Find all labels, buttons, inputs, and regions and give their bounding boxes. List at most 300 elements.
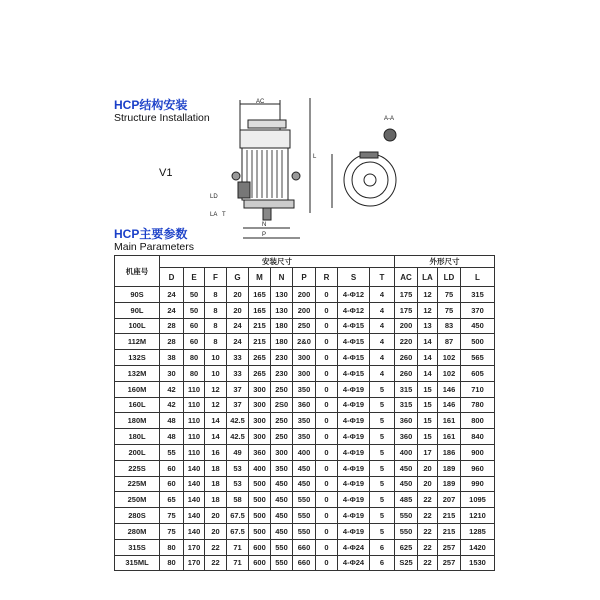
value-cell: 22 [205, 539, 227, 555]
column-header: P [293, 268, 316, 287]
model-cell: 180L [115, 429, 160, 445]
value-cell: 4-Φ19 [338, 444, 370, 460]
value-cell: 5 [370, 476, 395, 492]
value-cell: 300 [293, 365, 316, 381]
value-cell: 20 [227, 302, 249, 318]
value-cell: 300 [249, 381, 271, 397]
value-cell: 260 [395, 350, 418, 366]
value-cell: 20 [227, 287, 249, 303]
value-cell: 50 [184, 287, 205, 303]
value-cell: 500 [249, 523, 271, 539]
value-cell: 0 [316, 413, 338, 429]
value-cell: 8 [205, 287, 227, 303]
value-cell: 140 [184, 492, 205, 508]
value-cell: 22 [418, 492, 438, 508]
value-cell: 53 [227, 460, 249, 476]
value-cell: 5 [370, 508, 395, 524]
value-cell: 300 [249, 429, 271, 445]
value-cell: 450 [293, 476, 316, 492]
value-cell: 200 [293, 287, 316, 303]
value-cell: 50 [184, 302, 205, 318]
value-cell: 48 [160, 429, 184, 445]
value-cell: 207 [438, 492, 461, 508]
value-cell: 450 [395, 476, 418, 492]
value-cell: 6 [370, 539, 395, 555]
model-cell: 225M [115, 476, 160, 492]
value-cell: 71 [227, 555, 249, 571]
value-cell: 140 [184, 523, 205, 539]
value-cell: 4-Φ19 [338, 413, 370, 429]
value-cell: 189 [438, 476, 461, 492]
value-cell: 4-Φ19 [338, 492, 370, 508]
value-cell: 49 [227, 444, 249, 460]
table-row [115, 539, 495, 555]
value-cell: 10 [205, 350, 227, 366]
model-cell: 225S [115, 460, 160, 476]
value-cell: 20 [205, 508, 227, 524]
value-cell: 4-Φ12 [338, 302, 370, 318]
value-cell: 110 [184, 397, 205, 413]
value-cell: 400 [395, 444, 418, 460]
value-cell: 1210 [461, 508, 495, 524]
column-header: D [160, 268, 184, 287]
structure-title: HCP结构安装 [114, 98, 188, 112]
value-cell: 140 [184, 476, 205, 492]
model-cell: 160L [115, 397, 160, 413]
value-cell: 140 [184, 460, 205, 476]
value-cell: 605 [461, 365, 495, 381]
value-cell: 360 [395, 413, 418, 429]
table-row [115, 508, 495, 524]
table-row [115, 555, 495, 571]
value-cell: 4 [370, 287, 395, 303]
model-cell: 315ML [115, 555, 160, 571]
value-cell: 215 [249, 334, 271, 350]
value-cell: 0 [316, 476, 338, 492]
value-cell: 550 [395, 508, 418, 524]
outline-header: 外形尺寸 [395, 256, 495, 268]
value-cell: 4-Φ15 [338, 318, 370, 334]
value-cell: 24 [160, 302, 184, 318]
model-cell: 180M [115, 413, 160, 429]
value-cell: 15 [418, 381, 438, 397]
value-cell: 165 [249, 287, 271, 303]
value-cell: 230 [271, 350, 293, 366]
value-cell: 300 [249, 413, 271, 429]
label-p: P [262, 232, 267, 238]
label-n: N [262, 222, 267, 228]
model-cell: 90S [115, 287, 160, 303]
label-la: LA [210, 212, 218, 218]
value-cell: 0 [316, 523, 338, 539]
value-cell: 250 [271, 413, 293, 429]
value-cell: 2&0 [293, 334, 316, 350]
value-cell: 800 [461, 413, 495, 429]
value-cell: 80 [160, 555, 184, 571]
structure-subtitle: Structure Installation [114, 112, 210, 124]
value-cell: 4 [370, 350, 395, 366]
value-cell: 550 [293, 508, 316, 524]
value-cell: 550 [271, 555, 293, 571]
value-cell: 4-Φ15 [338, 334, 370, 350]
value-cell: 0 [316, 365, 338, 381]
value-cell: 60 [160, 476, 184, 492]
value-cell: 80 [184, 365, 205, 381]
column-header: R [316, 268, 338, 287]
value-cell: 42.5 [227, 429, 249, 445]
value-cell: 550 [293, 523, 316, 539]
value-cell: 53 [227, 476, 249, 492]
label-t: T [222, 212, 226, 218]
value-cell: 265 [249, 365, 271, 381]
value-cell: 110 [184, 429, 205, 445]
value-cell: S25 [395, 555, 418, 571]
value-cell: 300 [249, 397, 271, 413]
value-cell: 0 [316, 287, 338, 303]
value-cell: 37 [227, 381, 249, 397]
value-cell: 14 [418, 365, 438, 381]
value-cell: 0 [316, 555, 338, 571]
value-cell: 102 [438, 350, 461, 366]
value-cell: 22 [418, 523, 438, 539]
model-cell: 250M [115, 492, 160, 508]
value-cell: 165 [249, 302, 271, 318]
value-cell: 500 [249, 492, 271, 508]
value-cell: 4-Φ12 [338, 287, 370, 303]
value-cell: 250 [293, 318, 316, 334]
value-cell: 350 [293, 381, 316, 397]
value-cell: 0 [316, 444, 338, 460]
label-l: L [313, 154, 317, 160]
value-cell: 4-Φ19 [338, 381, 370, 397]
value-cell: 220 [395, 334, 418, 350]
value-cell: 67.5 [227, 508, 249, 524]
value-cell: 400 [249, 460, 271, 476]
column-header: F [205, 268, 227, 287]
value-cell: 22 [418, 539, 438, 555]
value-cell: 4-Φ24 [338, 555, 370, 571]
column-header: E [184, 268, 205, 287]
params-title: HCP主要参数 [114, 227, 188, 241]
params-subtitle: Main Parameters [114, 241, 194, 253]
value-cell: 10 [205, 365, 227, 381]
value-cell: 38 [160, 350, 184, 366]
table-row [115, 523, 495, 539]
parameters-table [114, 255, 495, 571]
value-cell: 0 [316, 334, 338, 350]
column-header: L [461, 268, 495, 287]
value-cell: 780 [461, 397, 495, 413]
value-cell: 350 [293, 429, 316, 445]
value-cell: 370 [461, 302, 495, 318]
value-cell: 65 [160, 492, 184, 508]
value-cell: 12 [418, 287, 438, 303]
value-cell: 450 [271, 492, 293, 508]
value-cell: 550 [271, 539, 293, 555]
value-cell: 42 [160, 381, 184, 397]
value-cell: 33 [227, 350, 249, 366]
install-header: 安装尺寸 [160, 256, 395, 268]
view-label: V1 [159, 167, 173, 179]
value-cell: 360 [395, 429, 418, 445]
value-cell: 230 [271, 365, 293, 381]
model-cell: 132M [115, 365, 160, 381]
column-header: N [271, 268, 293, 287]
value-cell: 161 [438, 429, 461, 445]
value-cell: 4-Φ19 [338, 523, 370, 539]
value-cell: 5 [370, 460, 395, 476]
value-cell: 15 [418, 413, 438, 429]
value-cell: 22 [205, 555, 227, 571]
column-header: AC [395, 268, 418, 287]
value-cell: 500 [249, 508, 271, 524]
value-cell: 6 [370, 555, 395, 571]
value-cell: 75 [438, 287, 461, 303]
value-cell: 4 [370, 302, 395, 318]
value-cell: 186 [438, 444, 461, 460]
value-cell: 37 [227, 397, 249, 413]
value-cell: 130 [271, 287, 293, 303]
model-cell: 160M [115, 381, 160, 397]
value-cell: 450 [395, 460, 418, 476]
value-cell: 1530 [461, 555, 495, 571]
value-cell: 170 [184, 555, 205, 571]
value-cell: 60 [184, 334, 205, 350]
value-cell: 12 [205, 397, 227, 413]
value-cell: 600 [249, 539, 271, 555]
table-row [115, 476, 495, 492]
value-cell: 0 [316, 539, 338, 555]
motor-drawing [200, 98, 420, 248]
value-cell: 360 [293, 397, 316, 413]
value-cell: 315 [461, 287, 495, 303]
value-cell: 18 [205, 492, 227, 508]
value-cell: 215 [438, 508, 461, 524]
value-cell: 300 [293, 350, 316, 366]
value-cell: 48 [160, 413, 184, 429]
value-cell: 1420 [461, 539, 495, 555]
value-cell: 660 [293, 555, 316, 571]
value-cell: 0 [316, 381, 338, 397]
value-cell: 16 [205, 444, 227, 460]
value-cell: 14 [205, 429, 227, 445]
value-cell: 265 [249, 350, 271, 366]
value-cell: 257 [438, 539, 461, 555]
value-cell: 0 [316, 350, 338, 366]
value-cell: 189 [438, 460, 461, 476]
value-cell: 17 [418, 444, 438, 460]
value-cell: 257 [438, 555, 461, 571]
value-cell: 450 [461, 318, 495, 334]
table-row [115, 413, 495, 429]
column-header: T [370, 268, 395, 287]
value-cell: 350 [293, 413, 316, 429]
value-cell: 5 [370, 381, 395, 397]
value-cell: 146 [438, 381, 461, 397]
value-cell: 87 [438, 334, 461, 350]
value-cell: 75 [160, 508, 184, 524]
table-row [115, 397, 495, 413]
value-cell: 2S0 [271, 397, 293, 413]
value-cell: 200 [293, 302, 316, 318]
model-cell: 90L [115, 302, 160, 318]
value-cell: 8 [205, 318, 227, 334]
value-cell: 1095 [461, 492, 495, 508]
value-cell: 0 [316, 429, 338, 445]
value-cell: 660 [293, 539, 316, 555]
table-row [115, 334, 495, 350]
value-cell: 0 [316, 492, 338, 508]
value-cell: 990 [461, 476, 495, 492]
value-cell: 960 [461, 460, 495, 476]
value-cell: 14 [418, 350, 438, 366]
label-ac: AC [256, 99, 265, 105]
value-cell: 500 [461, 334, 495, 350]
value-cell: 0 [316, 508, 338, 524]
column-header: LD [438, 268, 461, 287]
column-header: G [227, 268, 249, 287]
value-cell: 350 [271, 460, 293, 476]
value-cell: 14 [418, 334, 438, 350]
model-header: 机座号 [115, 256, 160, 287]
value-cell: 4-Φ19 [338, 429, 370, 445]
value-cell: 4-Φ24 [338, 539, 370, 555]
model-cell: 132S [115, 350, 160, 366]
value-cell: 175 [395, 302, 418, 318]
value-cell: 4 [370, 318, 395, 334]
value-cell: 4-Φ19 [338, 397, 370, 413]
value-cell: 4-Φ19 [338, 508, 370, 524]
value-cell: 60 [184, 318, 205, 334]
value-cell: 42.5 [227, 413, 249, 429]
value-cell: 450 [271, 476, 293, 492]
value-cell: 24 [227, 318, 249, 334]
value-cell: 840 [461, 429, 495, 445]
value-cell: 315 [395, 381, 418, 397]
label-section: A-A [384, 116, 395, 122]
value-cell: 175 [395, 287, 418, 303]
value-cell: 450 [271, 508, 293, 524]
value-cell: 58 [227, 492, 249, 508]
value-cell: 15 [418, 429, 438, 445]
value-cell: 71 [227, 539, 249, 555]
model-cell: 315S [115, 539, 160, 555]
value-cell: 5 [370, 523, 395, 539]
column-header: LA [418, 268, 438, 287]
value-cell: 300 [271, 444, 293, 460]
value-cell: 20 [418, 460, 438, 476]
value-cell: 161 [438, 413, 461, 429]
value-cell: 80 [160, 539, 184, 555]
value-cell: 250 [271, 381, 293, 397]
model-cell: 112M [115, 334, 160, 350]
value-cell: 42 [160, 397, 184, 413]
table-row [115, 460, 495, 476]
table-row [115, 429, 495, 445]
value-cell: 1285 [461, 523, 495, 539]
table-row [115, 365, 495, 381]
value-cell: 485 [395, 492, 418, 508]
value-cell: 24 [160, 287, 184, 303]
value-cell: 130 [271, 302, 293, 318]
value-cell: 0 [316, 460, 338, 476]
value-cell: 20 [205, 523, 227, 539]
value-cell: 110 [184, 444, 205, 460]
value-cell: 110 [184, 413, 205, 429]
value-cell: 0 [316, 318, 338, 334]
value-cell: 18 [205, 476, 227, 492]
value-cell: 215 [438, 523, 461, 539]
model-cell: 280M [115, 523, 160, 539]
value-cell: 400 [293, 444, 316, 460]
value-cell: 30 [160, 365, 184, 381]
value-cell: 550 [293, 492, 316, 508]
value-cell: 22 [418, 508, 438, 524]
value-cell: 28 [160, 318, 184, 334]
value-cell: 4-Φ19 [338, 460, 370, 476]
value-cell: 24 [227, 334, 249, 350]
value-cell: 215 [249, 318, 271, 334]
value-cell: 75 [160, 523, 184, 539]
value-cell: 4 [370, 334, 395, 350]
value-cell: 710 [461, 381, 495, 397]
value-cell: 33 [227, 365, 249, 381]
value-cell: 5 [370, 444, 395, 460]
value-cell: 14 [205, 413, 227, 429]
value-cell: 450 [293, 460, 316, 476]
value-cell: 5 [370, 492, 395, 508]
value-cell: 565 [461, 350, 495, 366]
value-cell: 4-Φ19 [338, 476, 370, 492]
value-cell: 180 [271, 334, 293, 350]
value-cell: 260 [395, 365, 418, 381]
table-row [115, 287, 495, 303]
value-cell: 146 [438, 397, 461, 413]
model-cell: 280S [115, 508, 160, 524]
value-cell: 550 [395, 523, 418, 539]
value-cell: 625 [395, 539, 418, 555]
table-row [115, 381, 495, 397]
label-ld: LD [210, 194, 218, 200]
table-row [115, 302, 495, 318]
value-cell: 0 [316, 302, 338, 318]
value-cell: 500 [249, 476, 271, 492]
value-cell: 4 [370, 365, 395, 381]
model-cell: 200L [115, 444, 160, 460]
value-cell: 60 [160, 460, 184, 476]
value-cell: 28 [160, 334, 184, 350]
value-cell: 75 [438, 302, 461, 318]
value-cell: 67.5 [227, 523, 249, 539]
value-cell: 13 [418, 318, 438, 334]
value-cell: 8 [205, 334, 227, 350]
value-cell: 80 [184, 350, 205, 366]
value-cell: 0 [316, 397, 338, 413]
value-cell: 250 [271, 429, 293, 445]
value-cell: 140 [184, 508, 205, 524]
value-cell: 4-Φ15 [338, 350, 370, 366]
table-row [115, 318, 495, 334]
table-row [115, 444, 495, 460]
value-cell: 900 [461, 444, 495, 460]
value-cell: 83 [438, 318, 461, 334]
value-cell: 5 [370, 397, 395, 413]
value-cell: 5 [370, 413, 395, 429]
table-row [115, 350, 495, 366]
value-cell: 18 [205, 460, 227, 476]
value-cell: 12 [418, 302, 438, 318]
value-cell: 4-Φ15 [338, 365, 370, 381]
